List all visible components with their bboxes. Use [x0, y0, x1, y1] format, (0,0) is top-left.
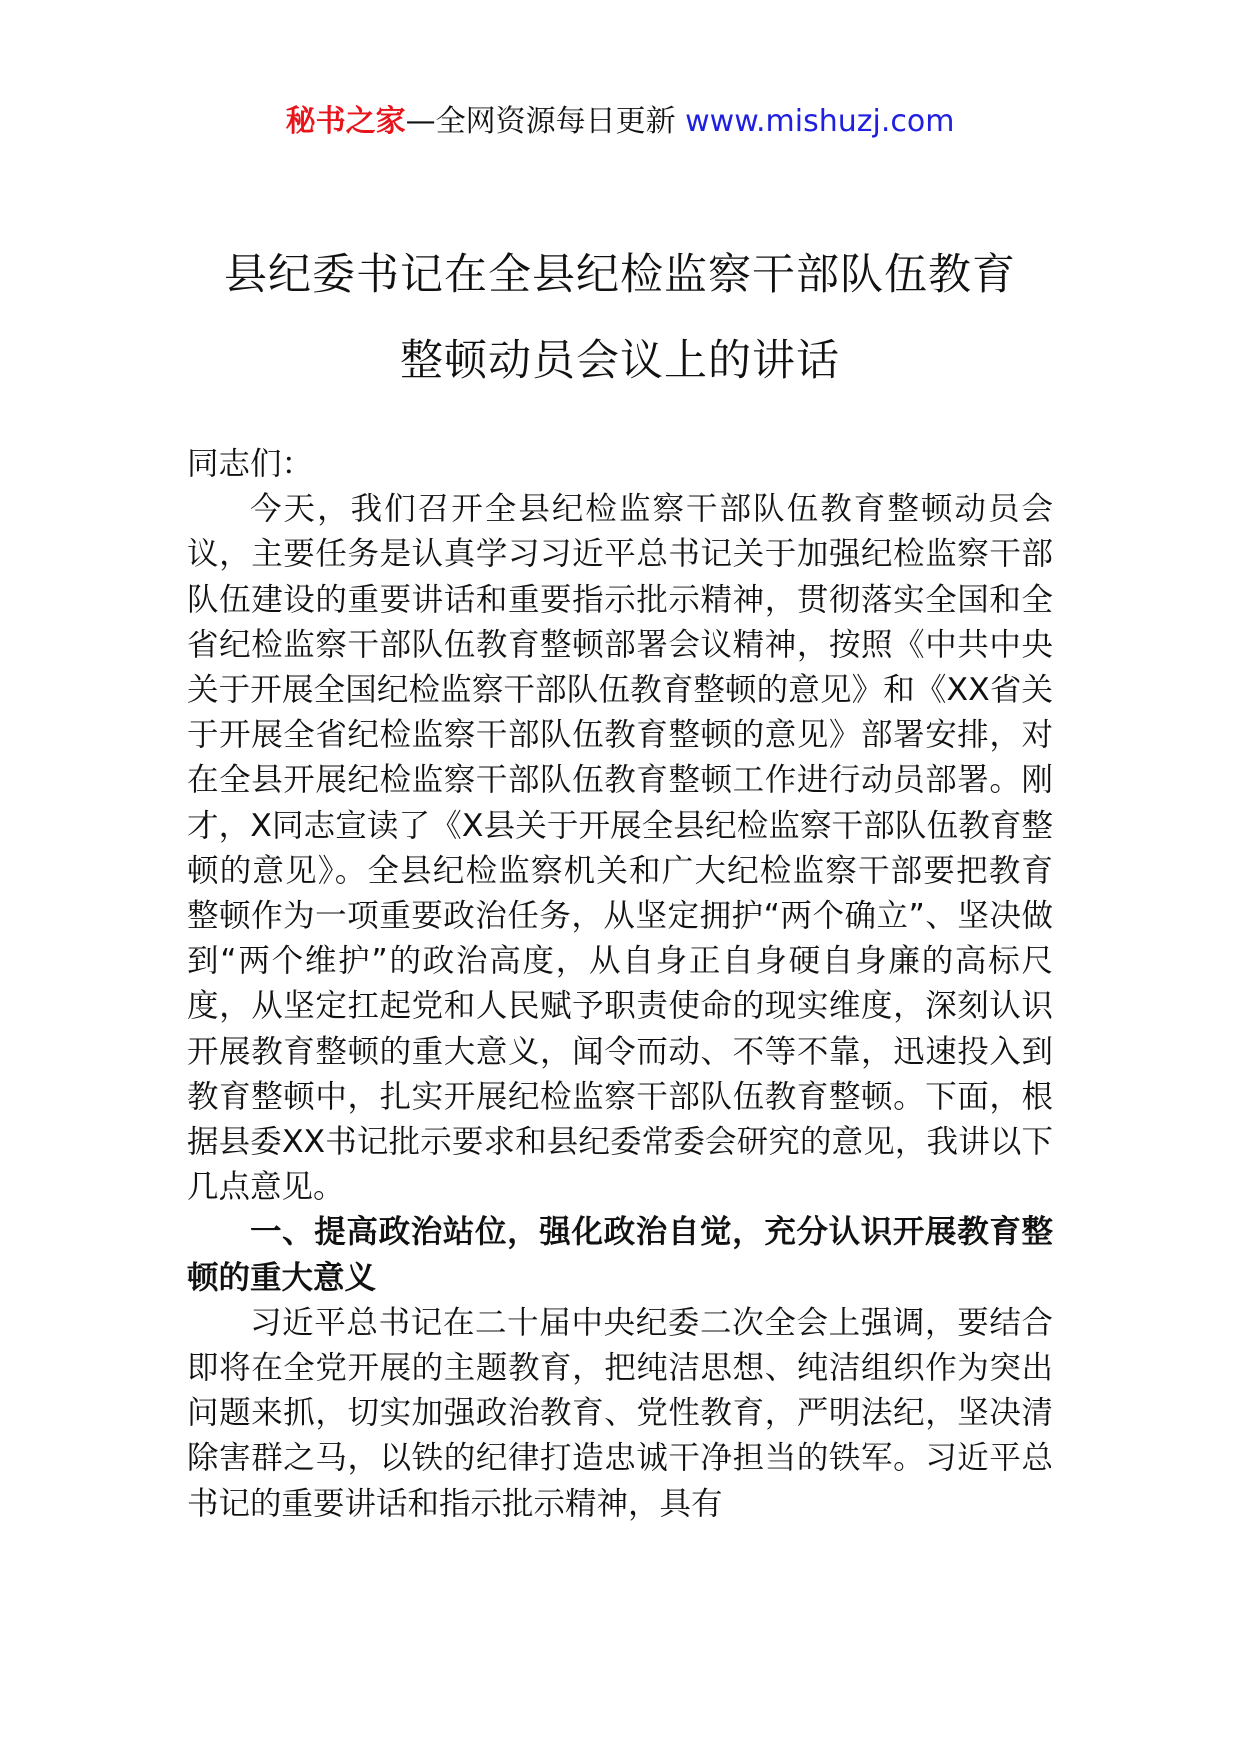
brand-name: 秘书之家	[285, 104, 406, 139]
salutation: 同志们：	[187, 446, 314, 482]
title-line-1: 县纪委书记在全县纪检监察干部队伍教育	[224, 250, 1016, 300]
header-slogan: —全网资源每日更新	[405, 104, 686, 139]
page-header	[0, 100, 1240, 144]
title-line-2: 整顿动员会议上的讲话	[400, 336, 840, 386]
paragraph: 今天，我们召开全县纪检监察干部队伍教育整顿动员会议，主要任务是认真学习习近平总书记关于加强纪检监察干部队伍建设的重要讲话和重要指示批示精神，贯彻落实全国和全省纪检监察干部队伍教育整顿部署会议精神，按照《中共中央关于开展全国纪检监察干部队伍教育整顿的意见》和《XX省关于开展全省纪检监察干部队伍教育整顿的意见》部署安排，对在全县开展纪检监察干部队伍教育整顿工作进行动员部署。刚才，X同志宣读了《X县关于开展全县纪检监察干部队伍教育整顿的意见》。全县纪检监察机关和广大纪检监察干部要把教育整顿作为一项重要政治任务，从坚定拥护“两个确立”、坚决做到“两个维护”的政治高度，从自身正自身硬自身廉的高标尺度，从坚定扛起党和人民赋予职责使命的现实维度，深刻认识开展教育整顿的重大意义，闻令而动、不等不靠，迅速投入到教育整顿中，扎实开展纪检监察干部队伍教育整顿。下面，根据县委XX书记批示要求和县纪委常委会研究的意见，我讲以下几点意见。	[187, 491, 1053, 1206]
section-heading: 一、提高政治站位，强化政治自觉，充分认识开展教育整顿的重大意义	[187, 1214, 1053, 1296]
document-title	[170, 232, 1070, 404]
site-url-link[interactable]: www.mishuzj.com	[685, 104, 955, 139]
document-body	[187, 442, 1053, 1527]
paragraph: 习近平总书记在二十届中央纪委二次全会上强调，要结合即将在全党开展的主题教育，把纯洁思想、纯洁组织作为突出问题来抓，切实加强政治教育、党性教育，严明法纪，坚决清除害群之马，以铁的纪律打造忠诚干净担当的铁军。习近平总书记的重要讲话和指示批示精神，具有	[187, 1304, 1053, 1522]
